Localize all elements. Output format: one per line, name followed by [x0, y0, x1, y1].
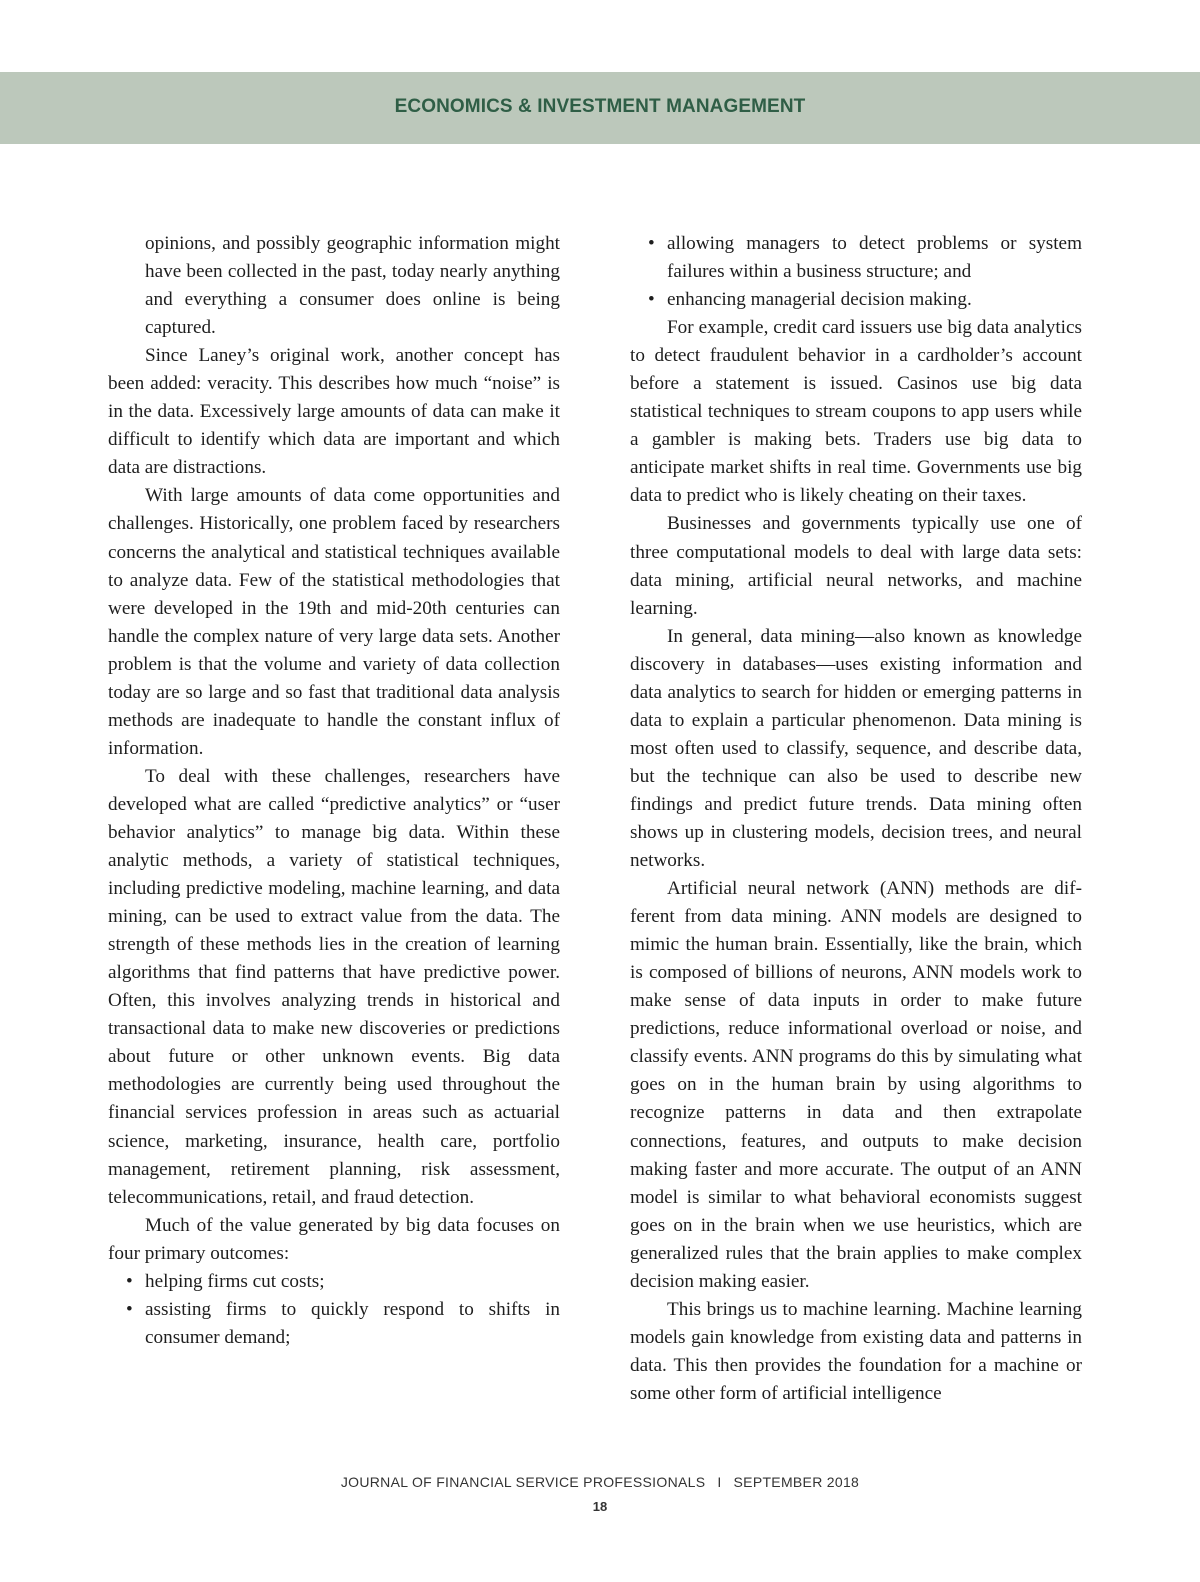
paragraph-primary-outcomes: Much of the value generated by big data focuses on four primary outcomes: — [108, 1214, 560, 1264]
outcomes-list — [108, 1268, 560, 1352]
section-header-band — [0, 72, 1200, 144]
issue-date: SEPTEMBER 2018 — [733, 1474, 860, 1490]
paragraph-data-mining: In general, data mining—also known as knowledge discovery in databases—uses existing information and data analytics to search for hidden or emerging patterns in data to explain a particular phenomenon. Data mining is most often used to classify, sequence, and describe data, but the technique can also be used to describe new findings and predict future trends. Data mining often shows up in clustering models, decision trees, and neural networks. — [630, 625, 1082, 872]
paragraph-computational-models: Businesses and governments typically use one of three computational models to deal with large data sets: data mining, artificial neural networks, and machine learning. — [630, 513, 1082, 619]
list-item: • allowing managers to detect problems or system failures within a business structure; and — [630, 230, 1082, 286]
paragraph-ann: Artificial neural network (ANN) methods are different from data mining. ANN models are designed to mimic the human brain. Essentially, like the brain, which is composed of billions of neurons, ANN models work to make sense of data inputs in order to make future predictions, reduce informational overload or noise, and classify events. ANN programs do this by simulating what goes on in the human brain by using algorithms to recognize patterns in data and then extrapolate connections, features, and outputs to make decision making faster and more accurate. The output of an ANN model is similar to what behavioral economists suggest goes on in the brain when we use heuristics, which are generalized rules that the brain applies to make complex decision making easier. — [630, 878, 1082, 1292]
paragraph-machine-learning: This brings us to machine learning. Machine learning models gain knowledge from existing data and patterns in data. This then provides the foundation for a machine or some other form of artificial intelligence — [630, 1298, 1082, 1404]
left-column — [108, 230, 560, 1352]
footer-journal-line — [0, 1474, 1200, 1490]
journal-name: JOURNAL OF FINANCIAL SERVICE PROFESSIONALS — [340, 1474, 706, 1490]
list-item: • enhancing managerial decision making. — [630, 286, 1082, 314]
list-item: • helping firms cut costs; — [108, 1268, 560, 1296]
page-number: 18 — [592, 1499, 608, 1514]
paragraph-veracity: Since Laney’s original work, another concept has been added: veracity. This describes how much “noise” is in the data. Excessively large amounts of data can make it difficult to identify which data are important and which data are distractions. — [108, 345, 560, 479]
footer-separator: I — [717, 1474, 722, 1490]
list-item: • assisting firms to quickly respond to shifts in consumer demand; — [108, 1296, 560, 1352]
outcomes-list-continued — [630, 230, 1082, 314]
paragraph-examples: For example, credit card issuers use big data analytics to detect fraudulent behavior in a cardholder’s account before a statement is issued. Casinos use big data statistical techniques to stream coupons to app users while a gambler is making bets. Traders use big data to anticipate market shifts in real time. Governments use big data to predict who is likely cheating on their taxes. — [630, 317, 1082, 507]
paragraph-predictive-analytics: To deal with these challenges, researchers have developed what are called “predictive analytics” or “user behavior analytics” to manage big data. Within these analytic methods, a variety of statistical techniques, including predictive modeling, machine learning, and data mining, can be used to extract value from the data. The strength of these methods lies in the creation of learning algorithms that find patterns that have predictive power. Often, this involves analyzing trends in historical and transactional data to make new discoveries or predictions about future or other unknown events. Big data methodologies are currently being used throughout the financial services profession in areas such as actuarial science, marketing, insurance, health care, portfolio management, retirement planning, risk assessment, telecommunications, retail, and fraud detection. — [108, 765, 560, 1208]
section-title: ECONOMICS & INVESTMENT MANAGEMENT — [394, 96, 806, 117]
paragraph-challenges: With large amounts of data come opportunities and challenges. Historically, one problem faced by researchers concerns the analytical and statistical techniques available to analyze data. Few of the statistical methodologies that were developed in the 19th and mid-20th centuries can handle the complex nature of very large data sets. Another problem is that the volume and variety of data collection today are so large and so fast that traditional data analysis methods are inadequate to handle the constant influx of information. — [108, 485, 560, 759]
paragraph-continued: opinions, and possibly geographic information might have been collected in the past, today nearly anything and everything a consumer does online is being captured. — [145, 233, 560, 339]
right-column — [630, 230, 1082, 1408]
